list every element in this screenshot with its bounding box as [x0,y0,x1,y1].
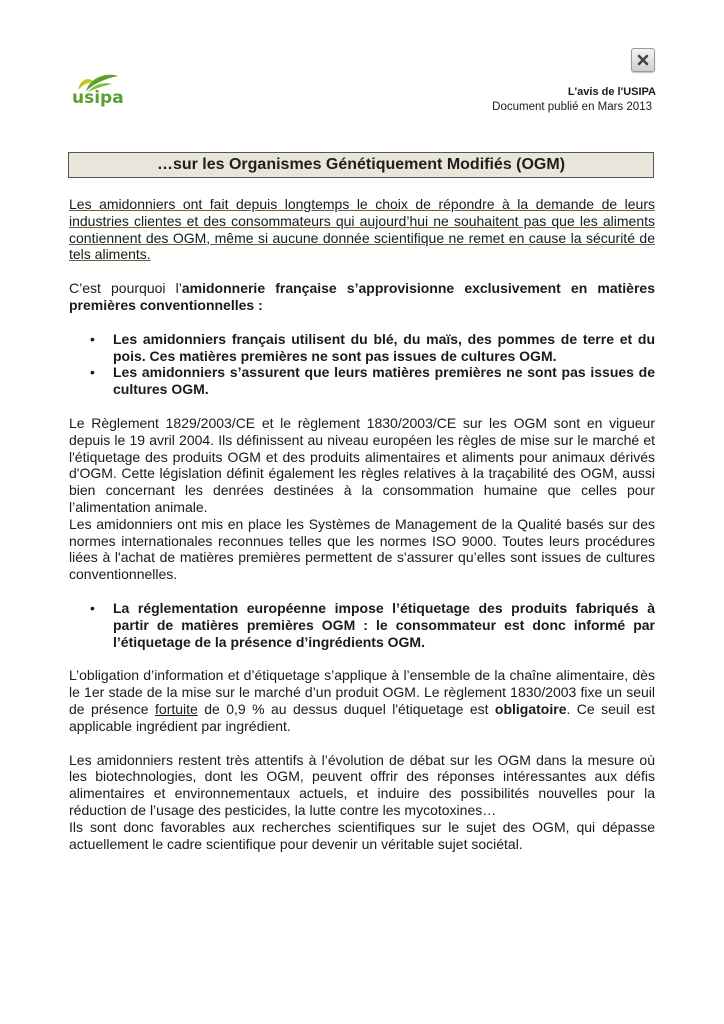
list-item: • Les amidonniers français utilisent du blé, du maïs, des pommes de terre et du pois. Ces matières premières ne sont pas issues de cultures OGM. [69,331,655,365]
header-avis: L'avis de l'USIPA [567,86,656,98]
list-item: • La réglementation européenne impose l’étiquetage des produits fabriqués à partir de matières premières OGM : le consommateur est donc informé par l’étiquetage de la présence d’ingrédients OGM. [69,600,655,650]
text-obligatoire: obligatoire [494,700,567,717]
paragraph-approvisionnement [69,280,655,314]
paragraph-etiquetage [69,667,655,734]
document-body [69,196,655,852]
paragraph-biotechnologies: Les amidonniers restent très attentifs à l’évolution de débat sur les OGM dans la mesure où les biotechnologies, dont les OGM, peuvent offrir des réponses intéressantes aux défis alimentaires et environnementaux actuels, et induire des possibilités nouvelles pour la réduction de l’usage des pesticides, la lutte contre les mycotoxines… [69,751,655,818]
close-icon [636,53,650,67]
text-segment: L’obligation d’information et d’étiquetage s’applique à l’ensemble de la chaîne alimentaire, dès le 1er stade de la mise sur le marché d’un produit OGM. Le règlement 1830/2003 fixe un seuil de présence [69,667,655,717]
page-title: …sur les Organismes Génétiquement Modifiés (OGM) [68,152,654,178]
logo-text: usipa [72,88,124,108]
text-fortuite: fortuite [155,700,198,717]
text-lead: C’est pourquoi l’ [69,280,182,297]
paragraph-qualite: Les amidonniers ont mis en place les Systèmes de Management de la Qualité basés sur des normes internationales reconnues telles que les normes ISO 9000. Toutes leurs procédures liées à l'achat de matières premières permettent de s'assurer qu’elles sont issues de cultures conventionnelles. [69,515,655,583]
text-segment: de 0,9 % au dessus duquel l'étiquetage est [197,700,495,717]
text-bold: amidonnerie française s’approvisionne exclusivement en matières premières conventionnelles : [69,280,655,313]
bullet-list-1 [69,331,655,398]
text-segment: . Ce seuil est applicable ingrédient par ingrédient. [69,700,655,734]
intro-paragraph: Les amidonniers ont fait depuis longtemps le choix de répondre à la demande de leurs industries clientes et des consommateurs qui aujourd’hui ne souhaitent pas que les aliments contiennent des OGM, même si aucune donnée scientifique ne remet en cause la sécurité de tels aliments. [69,196,655,263]
paragraph-reglement: Le Règlement 1829/2003/CE et le règlement 1830/2003/CE sur les OGM sont en vigueur depuis le 19 avril 2004. Ils définissent au niveau européen les règles de mise sur le marché et l'étiquetage des produits OGM et des produits alimentaires et aliments pour animaux dérivés d'OGM. Cette législation définit également les règles relatives à la traçabilité des OGM, aussi bien concernant les denrées destinées à la consommation humaine que celles pour l’alimentation animale. [69,414,655,515]
header-published-date: Document publié en Mars 2013 [492,101,652,113]
bullet-list-2 [69,600,655,650]
paragraph-conclusion: Ils sont donc favorables aux recherches scientifiques sur le sujet des OGM, qui dépasse actuellement le cadre scientifique pour devenir un véritable sujet sociétal. [69,818,655,852]
list-item: • Les amidonniers s’assurent que leurs matières premières ne sont pas issues de cultures OGM. [69,364,655,398]
close-button[interactable] [631,48,655,72]
